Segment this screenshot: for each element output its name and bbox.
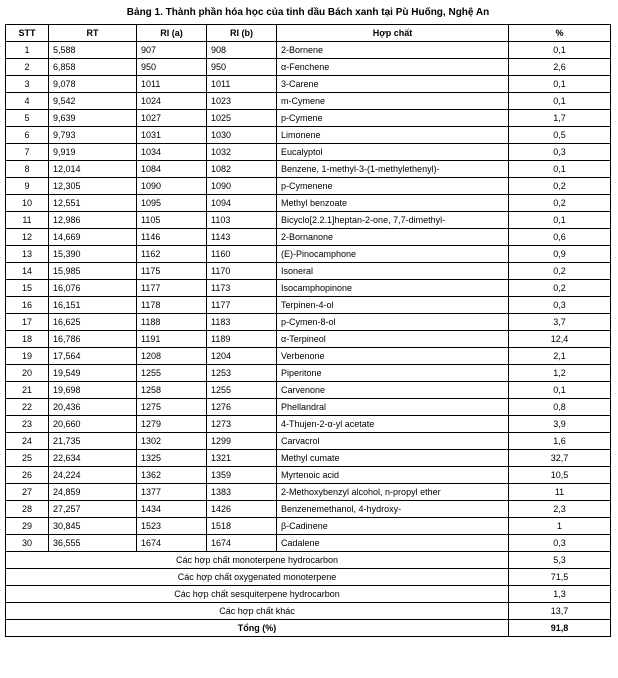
- cell-compound: Benzene, 1-methyl-3-(1-methylethenyl)-: [277, 161, 509, 178]
- cell-ri-b: 1170: [207, 263, 277, 280]
- cell-compound: Benzenemethanol, 4-hydroxy-: [277, 501, 509, 518]
- cell-rt: 15,390: [49, 246, 137, 263]
- cell-rt: 12,551: [49, 195, 137, 212]
- cell-rt: 19,698: [49, 382, 137, 399]
- cell-ri-a: 1275: [137, 399, 207, 416]
- cell-stt: 10: [6, 195, 49, 212]
- table-row: [6, 433, 611, 450]
- cell-compound: p-Cymen-8-ol: [277, 314, 509, 331]
- cell-ri-a: 1325: [137, 450, 207, 467]
- cell-percent: 12,4: [509, 331, 611, 348]
- cell-ri-a: 1191: [137, 331, 207, 348]
- cell-ri-b: 1082: [207, 161, 277, 178]
- cell-compound: 4-Thujen-2-α-yl acetate: [277, 416, 509, 433]
- summary-value: 1,3: [509, 586, 611, 603]
- cell-stt: 4: [6, 93, 49, 110]
- cell-percent: 0,3: [509, 144, 611, 161]
- cell-ri-a: 1024: [137, 93, 207, 110]
- cell-percent: 3,7: [509, 314, 611, 331]
- cell-ri-b: 1094: [207, 195, 277, 212]
- cell-stt: 13: [6, 246, 49, 263]
- cell-ri-a: 950: [137, 59, 207, 76]
- cell-percent: 0,5: [509, 127, 611, 144]
- cell-percent: 1,6: [509, 433, 611, 450]
- cell-compound: 2-Bornanone: [277, 229, 509, 246]
- cell-rt: 9,542: [49, 93, 137, 110]
- table-row: [6, 484, 611, 501]
- cell-percent: 0,1: [509, 161, 611, 178]
- cell-ri-a: 1084: [137, 161, 207, 178]
- cell-percent: 0,6: [509, 229, 611, 246]
- cell-ri-a: 1175: [137, 263, 207, 280]
- cell-ri-b: 1383: [207, 484, 277, 501]
- cell-stt: 16: [6, 297, 49, 314]
- cell-compound: p-Cymene: [277, 110, 509, 127]
- cell-rt: 24,224: [49, 467, 137, 484]
- cell-ri-a: 1302: [137, 433, 207, 450]
- table-row: [6, 314, 611, 331]
- cell-ri-b: 1011: [207, 76, 277, 93]
- cell-ri-a: 1162: [137, 246, 207, 263]
- cell-ri-b: 1255: [207, 382, 277, 399]
- total-value: 91,8: [509, 620, 611, 637]
- cell-rt: 21,735: [49, 433, 137, 450]
- cell-stt: 17: [6, 314, 49, 331]
- cell-ri-b: 1204: [207, 348, 277, 365]
- cell-stt: 27: [6, 484, 49, 501]
- table-row: [6, 263, 611, 280]
- cell-compound: 2-Methoxybenzyl alcohol, n-propyl ether: [277, 484, 509, 501]
- cell-ri-a: 1377: [137, 484, 207, 501]
- table-row: [6, 110, 611, 127]
- table-row: [6, 416, 611, 433]
- cell-stt: 11: [6, 212, 49, 229]
- summary-label: Các hợp chất khác: [6, 603, 509, 620]
- cell-ri-a: 1674: [137, 535, 207, 552]
- cell-rt: 27,257: [49, 501, 137, 518]
- cell-ri-a: 1034: [137, 144, 207, 161]
- cell-stt: 24: [6, 433, 49, 450]
- cell-percent: 0,1: [509, 212, 611, 229]
- cell-compound: Methyl cumate: [277, 450, 509, 467]
- table-row: [6, 501, 611, 518]
- table-body: [6, 42, 611, 637]
- cell-percent: 32,7: [509, 450, 611, 467]
- cell-percent: 0,2: [509, 195, 611, 212]
- table-row: [6, 161, 611, 178]
- cell-compound: α-Terpineol: [277, 331, 509, 348]
- summary-value: 71,5: [509, 569, 611, 586]
- cell-percent: 11: [509, 484, 611, 501]
- cell-ri-b: 1674: [207, 535, 277, 552]
- cell-rt: 15,985: [49, 263, 137, 280]
- cell-rt: 24,859: [49, 484, 137, 501]
- cell-compound: β-Cadinene: [277, 518, 509, 535]
- table-row: [6, 144, 611, 161]
- cell-percent: 0,1: [509, 93, 611, 110]
- col-header-ri-a: RI (a): [137, 25, 207, 42]
- cell-ri-a: 1146: [137, 229, 207, 246]
- cell-rt: 9,078: [49, 76, 137, 93]
- cell-ri-a: 1258: [137, 382, 207, 399]
- col-header-ri-b: RI (b): [207, 25, 277, 42]
- cell-percent: 0,8: [509, 399, 611, 416]
- cell-ri-a: 1105: [137, 212, 207, 229]
- cell-rt: 17,564: [49, 348, 137, 365]
- cell-rt: 36,555: [49, 535, 137, 552]
- cell-stt: 30: [6, 535, 49, 552]
- cell-ri-a: 1178: [137, 297, 207, 314]
- summary-row: [6, 586, 611, 603]
- cell-rt: 20,660: [49, 416, 137, 433]
- cell-ri-b: 1276: [207, 399, 277, 416]
- table-row: [6, 178, 611, 195]
- cell-rt: 9,793: [49, 127, 137, 144]
- col-header-percent: %: [509, 25, 611, 42]
- cell-compound: m-Cymene: [277, 93, 509, 110]
- cell-stt: 25: [6, 450, 49, 467]
- cell-rt: 9,919: [49, 144, 137, 161]
- cell-ri-b: 950: [207, 59, 277, 76]
- summary-value: 5,3: [509, 552, 611, 569]
- cell-rt: 16,076: [49, 280, 137, 297]
- cell-rt: 16,151: [49, 297, 137, 314]
- cell-stt: 1: [6, 42, 49, 59]
- cell-stt: 9: [6, 178, 49, 195]
- cell-percent: 0,2: [509, 280, 611, 297]
- cell-ri-b: 1143: [207, 229, 277, 246]
- cell-ri-b: 1518: [207, 518, 277, 535]
- cell-ri-a: 1279: [137, 416, 207, 433]
- cell-stt: 28: [6, 501, 49, 518]
- cell-compound: Piperitone: [277, 365, 509, 382]
- cell-percent: 3,9: [509, 416, 611, 433]
- cell-ri-a: 1177: [137, 280, 207, 297]
- total-row: [6, 620, 611, 637]
- cell-percent: 1,7: [509, 110, 611, 127]
- cell-rt: 22,634: [49, 450, 137, 467]
- cell-stt: 21: [6, 382, 49, 399]
- cell-percent: 0,1: [509, 42, 611, 59]
- summary-value: 13,7: [509, 603, 611, 620]
- cell-compound: Carvacrol: [277, 433, 509, 450]
- cell-compound: Myrtenoic acid: [277, 467, 509, 484]
- table-row: [6, 93, 611, 110]
- cell-stt: 3: [6, 76, 49, 93]
- table-row: [6, 518, 611, 535]
- cell-rt: 16,786: [49, 331, 137, 348]
- col-header-compound: Hợp chất: [277, 25, 509, 42]
- table-row: [6, 535, 611, 552]
- cell-ri-b: 1030: [207, 127, 277, 144]
- header-row: [6, 25, 611, 42]
- cell-ri-b: 1321: [207, 450, 277, 467]
- table-row: [6, 42, 611, 59]
- cell-ri-b: 1299: [207, 433, 277, 450]
- table-row: [6, 246, 611, 263]
- table-row: [6, 297, 611, 314]
- cell-stt: 19: [6, 348, 49, 365]
- cell-ri-a: 1523: [137, 518, 207, 535]
- table-row: [6, 382, 611, 399]
- cell-stt: 7: [6, 144, 49, 161]
- cell-ri-b: 1025: [207, 110, 277, 127]
- cell-stt: 5: [6, 110, 49, 127]
- cell-ri-a: 1031: [137, 127, 207, 144]
- cell-ri-a: 1027: [137, 110, 207, 127]
- cell-rt: 6,858: [49, 59, 137, 76]
- cell-percent: 0,1: [509, 382, 611, 399]
- cell-percent: 0,2: [509, 178, 611, 195]
- cell-compound: Eucalyptol: [277, 144, 509, 161]
- table-row: [6, 229, 611, 246]
- cell-stt: 23: [6, 416, 49, 433]
- cell-percent: 2,3: [509, 501, 611, 518]
- cell-rt: 5,588: [49, 42, 137, 59]
- cell-rt: 20,436: [49, 399, 137, 416]
- table-row: [6, 331, 611, 348]
- col-header-stt: STT: [6, 25, 49, 42]
- summary-label: Các hợp chất oxygenated monoterpene: [6, 569, 509, 586]
- cell-ri-a: 1362: [137, 467, 207, 484]
- cell-compound: α-Fenchene: [277, 59, 509, 76]
- summary-row: [6, 552, 611, 569]
- cell-stt: 18: [6, 331, 49, 348]
- cell-rt: 12,986: [49, 212, 137, 229]
- cell-percent: 2,6: [509, 59, 611, 76]
- cell-ri-b: 1023: [207, 93, 277, 110]
- cell-ri-b: 1177: [207, 297, 277, 314]
- cell-ri-b: 1253: [207, 365, 277, 382]
- cell-percent: 1: [509, 518, 611, 535]
- cell-stt: 15: [6, 280, 49, 297]
- cell-stt: 2: [6, 59, 49, 76]
- table-row: [6, 59, 611, 76]
- cell-percent: 0,2: [509, 263, 611, 280]
- cell-ri-a: 1208: [137, 348, 207, 365]
- table-row: [6, 280, 611, 297]
- table-row: [6, 348, 611, 365]
- table-row: [6, 399, 611, 416]
- cell-ri-b: 1189: [207, 331, 277, 348]
- cell-ri-b: 908: [207, 42, 277, 59]
- cell-rt: 12,305: [49, 178, 137, 195]
- cell-rt: 14,669: [49, 229, 137, 246]
- cell-percent: 2,1: [509, 348, 611, 365]
- cell-ri-b: 1273: [207, 416, 277, 433]
- cell-ri-b: 1032: [207, 144, 277, 161]
- cell-ri-a: 907: [137, 42, 207, 59]
- cell-compound: 3-Carene: [277, 76, 509, 93]
- cell-ri-a: 1011: [137, 76, 207, 93]
- cell-stt: 22: [6, 399, 49, 416]
- cell-ri-a: 1095: [137, 195, 207, 212]
- composition-table: [5, 24, 611, 637]
- cell-percent: 1,2: [509, 365, 611, 382]
- cell-compound: Bicyclo[2.2.1]heptan-2-one, 7,7-dimethyl-: [277, 212, 509, 229]
- cell-compound: Carvenone: [277, 382, 509, 399]
- cell-ri-a: 1090: [137, 178, 207, 195]
- total-label: Tổng (%): [6, 620, 509, 637]
- table-row: [6, 76, 611, 93]
- cell-ri-b: 1426: [207, 501, 277, 518]
- cell-rt: 9,639: [49, 110, 137, 127]
- cell-stt: 6: [6, 127, 49, 144]
- cell-compound: p-Cymenene: [277, 178, 509, 195]
- cell-compound: Isocamphopinone: [277, 280, 509, 297]
- cell-percent: 10,5: [509, 467, 611, 484]
- table-row: [6, 365, 611, 382]
- table-row: [6, 195, 611, 212]
- cell-percent: 0,9: [509, 246, 611, 263]
- cell-compound: 2-Bornene: [277, 42, 509, 59]
- cell-compound: Cadalene: [277, 535, 509, 552]
- cell-stt: 12: [6, 229, 49, 246]
- cell-compound: Isoneral: [277, 263, 509, 280]
- cell-rt: 30,845: [49, 518, 137, 535]
- table-row: [6, 450, 611, 467]
- summary-label: Các hợp chất monoterpene hydrocarbon: [6, 552, 509, 569]
- cell-compound: Limonene: [277, 127, 509, 144]
- cell-rt: 16,625: [49, 314, 137, 331]
- cell-stt: 8: [6, 161, 49, 178]
- cell-percent: 0,3: [509, 535, 611, 552]
- cell-ri-b: 1359: [207, 467, 277, 484]
- table-row: [6, 127, 611, 144]
- summary-row: [6, 603, 611, 620]
- table-row: [6, 467, 611, 484]
- cell-compound: (E)-Pinocamphone: [277, 246, 509, 263]
- table-title: Bảng 1. Thành phần hóa học của tinh dầu Bách xanh tại Pù Huống, Nghệ An: [126, 7, 490, 18]
- cell-stt: 26: [6, 467, 49, 484]
- cell-compound: Verbenone: [277, 348, 509, 365]
- cell-compound: Methyl benzoate: [277, 195, 509, 212]
- col-header-rt: RT: [49, 25, 137, 42]
- cell-rt: 12,014: [49, 161, 137, 178]
- summary-label: Các hợp chất sesquiterpene hydrocarbon: [6, 586, 509, 603]
- summary-row: [6, 569, 611, 586]
- cell-ri-b: 1090: [207, 178, 277, 195]
- cell-ri-a: 1255: [137, 365, 207, 382]
- cell-compound: Terpinen-4-ol: [277, 297, 509, 314]
- cell-ri-b: 1173: [207, 280, 277, 297]
- cell-stt: 14: [6, 263, 49, 280]
- cell-compound: Phellandral: [277, 399, 509, 416]
- cell-percent: 0,3: [509, 297, 611, 314]
- cell-ri-a: 1188: [137, 314, 207, 331]
- cell-stt: 29: [6, 518, 49, 535]
- table-row: [6, 212, 611, 229]
- cell-rt: 19,549: [49, 365, 137, 382]
- cell-ri-a: 1434: [137, 501, 207, 518]
- cell-stt: 20: [6, 365, 49, 382]
- cell-ri-b: 1160: [207, 246, 277, 263]
- cell-ri-b: 1103: [207, 212, 277, 229]
- cell-percent: 0,1: [509, 76, 611, 93]
- cell-ri-b: 1183: [207, 314, 277, 331]
